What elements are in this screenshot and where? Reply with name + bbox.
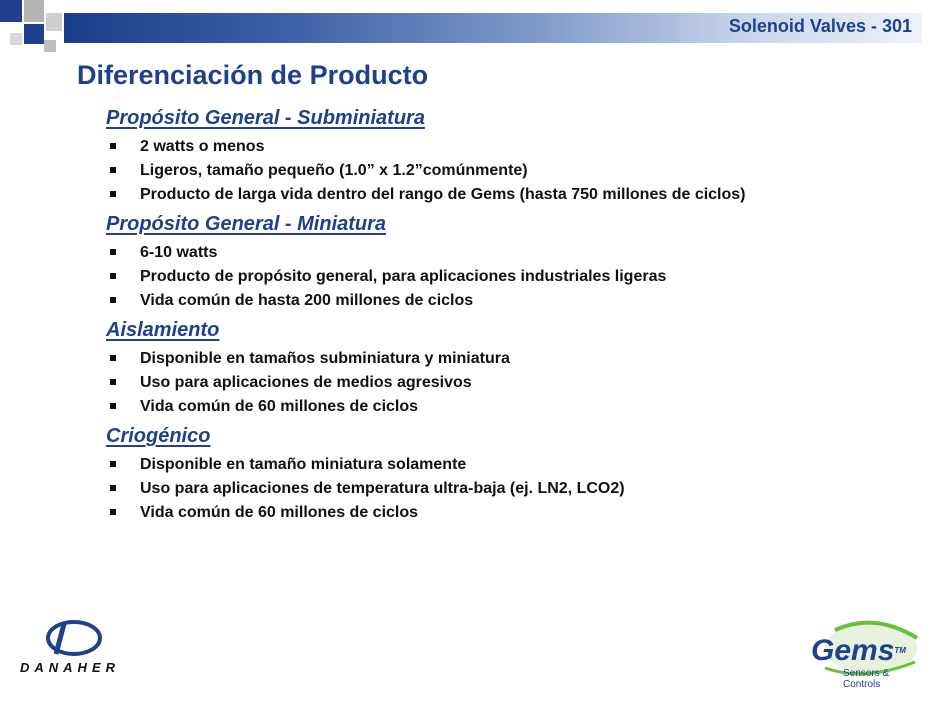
gems-tm: TM xyxy=(894,646,906,655)
list-item xyxy=(106,268,826,285)
gems-logo xyxy=(805,618,927,688)
section-heading-aislamiento: Aislamiento xyxy=(106,319,220,341)
danaher-wordmark: DANAHER xyxy=(20,660,120,675)
bullet-square-icon xyxy=(110,143,116,149)
bullet-square-icon xyxy=(110,249,116,255)
list-item xyxy=(106,138,826,155)
list-item xyxy=(106,374,826,391)
section-heading-criogenico: Criogénico xyxy=(106,425,211,447)
bullet-square-icon xyxy=(110,167,116,173)
bullet-square-icon xyxy=(110,355,116,361)
list-item-text: Ligeros, tamaño pequeño (1.0” x 1.2”comúnmente) xyxy=(140,162,528,179)
section-heading-subminiatura: Propósito General - Subminiatura xyxy=(106,107,425,129)
list-item-text: Vida común de 60 millones de ciclos xyxy=(140,504,419,521)
list-item-text: Disponible en tamaño miniatura solamente xyxy=(140,456,467,473)
list-item xyxy=(106,350,826,367)
slide-content xyxy=(106,104,826,528)
bullet-list-aislamiento xyxy=(106,350,826,415)
gems-wordmark xyxy=(811,636,906,666)
gems-text: Gems xyxy=(811,634,895,667)
bullet-square-icon xyxy=(110,485,116,491)
bullet-list-miniatura xyxy=(106,244,826,309)
list-item-text: 2 watts o menos xyxy=(140,138,265,155)
gems-subtitle: Sensors & Controls xyxy=(843,668,890,690)
list-item-text: 6-10 watts xyxy=(140,244,218,261)
bullet-square-icon xyxy=(110,297,116,303)
list-item xyxy=(106,292,826,309)
list-item-text: Producto de larga vida dentro del rango de Gems (hasta 750 millones de ciclos) xyxy=(140,186,746,203)
bullet-list-subminiatura xyxy=(106,138,826,203)
list-item xyxy=(106,244,826,261)
list-item-text: Uso para aplicaciones de medios agresivos xyxy=(140,374,472,391)
list-item-text: Vida común de hasta 200 millones de ciclos xyxy=(140,292,474,309)
list-item xyxy=(106,504,826,521)
list-item-text: Vida común de 60 millones de ciclos xyxy=(140,398,419,415)
bullet-square-icon xyxy=(110,379,116,385)
header-title: Solenoid Valves - 301 xyxy=(728,16,912,36)
list-item xyxy=(106,398,826,415)
bullet-square-icon xyxy=(110,509,116,515)
bullet-square-icon xyxy=(110,461,116,467)
bullet-square-icon xyxy=(110,191,116,197)
list-item-text: Producto de propósito general, para aplicaciones industriales ligeras xyxy=(140,268,667,285)
page-title: Diferenciación de Producto xyxy=(77,60,429,90)
bullet-square-icon xyxy=(110,403,116,409)
list-item xyxy=(106,162,826,179)
list-item-text: Disponible en tamaños subminiatura y miniatura xyxy=(140,350,510,367)
bullet-square-icon xyxy=(110,273,116,279)
list-item xyxy=(106,186,826,203)
bullet-list-criogenico xyxy=(106,456,826,521)
section-heading-miniatura: Propósito General - Miniatura xyxy=(106,213,387,235)
danaher-logo xyxy=(18,618,133,678)
list-item-text: Uso para aplicaciones de temperatura ultra-baja (ej. LN2, LCO2) xyxy=(140,480,625,497)
list-item xyxy=(106,480,826,497)
list-item xyxy=(106,456,826,473)
